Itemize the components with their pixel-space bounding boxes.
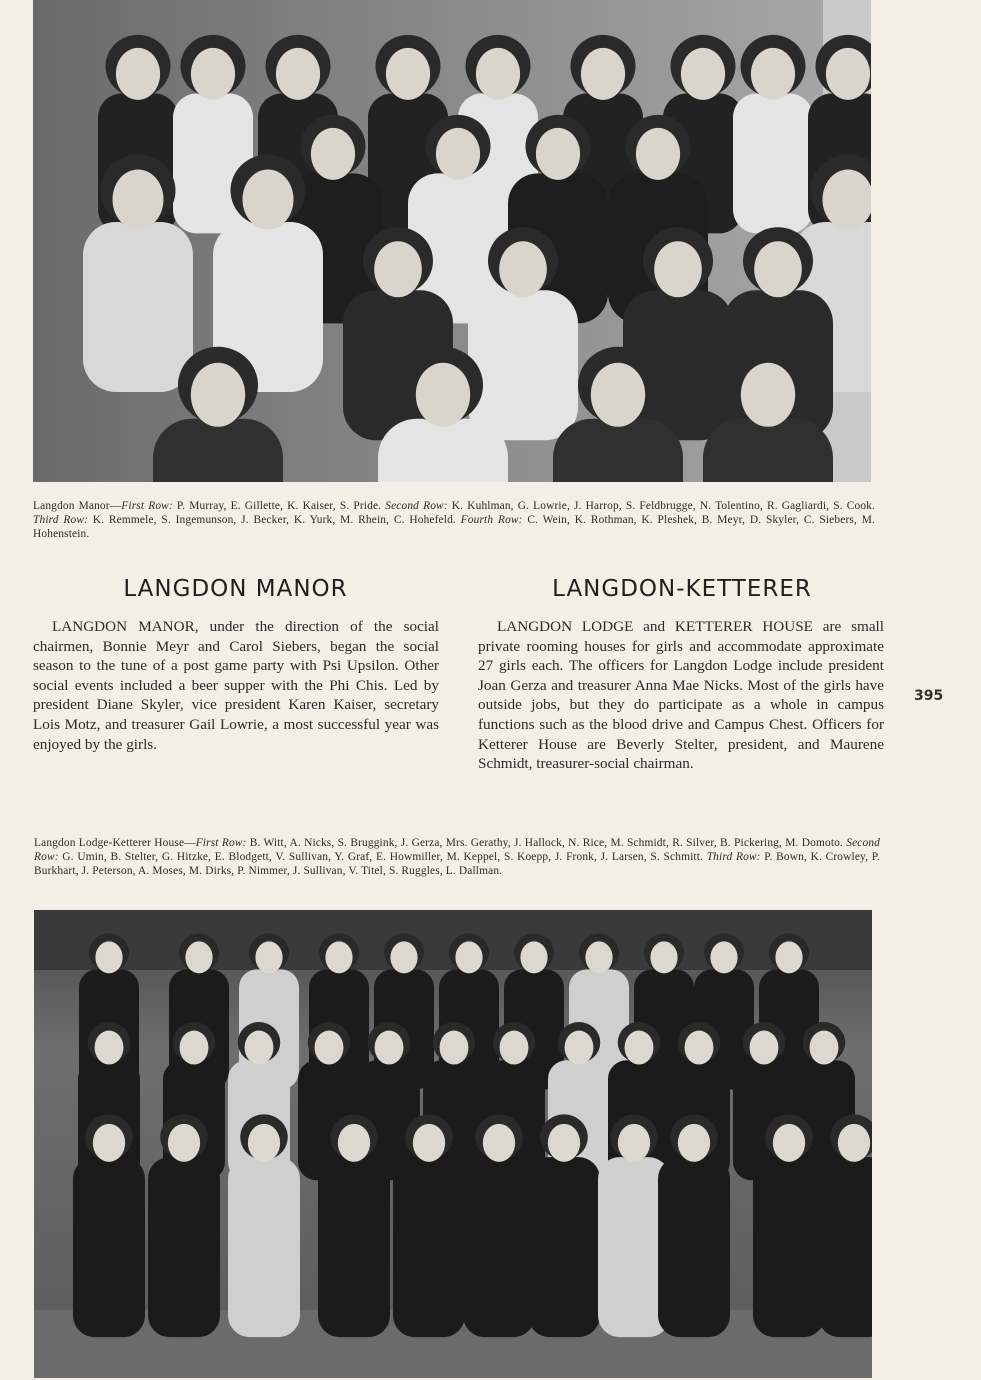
langdon-ketterer-photo-caption bbox=[34, 836, 880, 878]
caption-row-label: Second Row: bbox=[385, 500, 448, 512]
caption-row-label: Second Row: bbox=[34, 837, 881, 863]
page-number: 395 bbox=[914, 688, 944, 704]
caption-row-label: First Row: bbox=[121, 500, 173, 512]
caption-row-label: Fourth Row: bbox=[460, 514, 523, 526]
langdon-manor-heading: LANGDON MANOR bbox=[123, 576, 348, 602]
caption-names: P. Murray, E. Gillette, K. Kaiser, S. Pride. bbox=[172, 500, 386, 512]
caption-names: K. Remmele, S. Ingemunson, J. Becker, K. Yurk, M. Rhein, C. Hohefeld. bbox=[88, 514, 461, 526]
langdon-manor-article: LANGDON MANOR, under the direction of the social chairmen, Bonnie Meyr and Carol Siebers, began the social season to the tune of a post game party with Psi Upsilon. Other social events included a beer supper with the Phi Chis. Led by president Diane Skyler, vice president Karen Kaiser, secretary Lois Motz, and treasurer Gail Lowrie, a most successful year was enjoyed by the girls. bbox=[33, 618, 439, 753]
caption-names: Langdon Manor— bbox=[33, 500, 122, 512]
caption-names: P. Bown, K. Crowley, P. Burkhart, J. Peterson, A. Moses, M. Dirks, P. Nimmer, J. Sullivan, V. Titel, S. Ruggles, L. Dallman. bbox=[34, 851, 880, 877]
langdon-ketterer-heading: LANGDON-KETTERER bbox=[552, 576, 812, 602]
langdon-ketterer-group-photo bbox=[34, 910, 872, 1378]
caption-row-label: Third Row: bbox=[33, 514, 89, 526]
caption-names: Langdon Lodge-Ketterer House— bbox=[34, 837, 196, 849]
caption-names: K. Kuhlman, G. Lowrie, J. Harrop, S. Feldbrugge, N. Tolentino, R. Gagliardi, S. Cook. bbox=[447, 500, 876, 512]
langdon-ketterer-article: LANGDON LODGE and KETTERER HOUSE are small private rooming houses for girls and accommodate approximate 27 girls each. The officers for Langdon Lodge include president Joan Gerza and treasurer Anna Mae Nicks. Most of the girls have outside jobs, but they do participate as a whole in campus functions such as the blood drive and Campus Chest. Officers for Ketterer House are Beverly Stelter, president, and Maurene Schmidt, treasurer-social chairman. bbox=[478, 618, 884, 773]
caption-row-label: First Row: bbox=[195, 837, 247, 849]
group-photo-illustration bbox=[33, 0, 871, 482]
caption-names: G. Umin, B. Stelter, G. Hitzke, E. Blodgett, V. Sullivan, Y. Graf, E. Howmiller, M. Keppel, S. Koepp, J. Fronk, J. Larsen, S. Schmitt. bbox=[58, 851, 707, 863]
person-figure bbox=[733, 35, 813, 234]
group-photo-illustration bbox=[34, 910, 872, 1378]
langdon-manor-group-photo bbox=[33, 0, 871, 482]
caption-row-label: Third Row: bbox=[706, 851, 761, 863]
caption-names: C. Wein, K. Rothman, K. Pleshek, B. Meyr, D. Skyler, C. Siebers, M. Hohenstein. bbox=[33, 514, 875, 540]
langdon-manor-photo-caption bbox=[33, 499, 875, 541]
caption-names: B. Witt, A. Nicks, S. Bruggink, J. Gerza, Mrs. Gerathy, J. Hallock, N. Rice, M. Schmidt, R. Silver, B. Pickering, M. Domoto. bbox=[246, 837, 847, 849]
